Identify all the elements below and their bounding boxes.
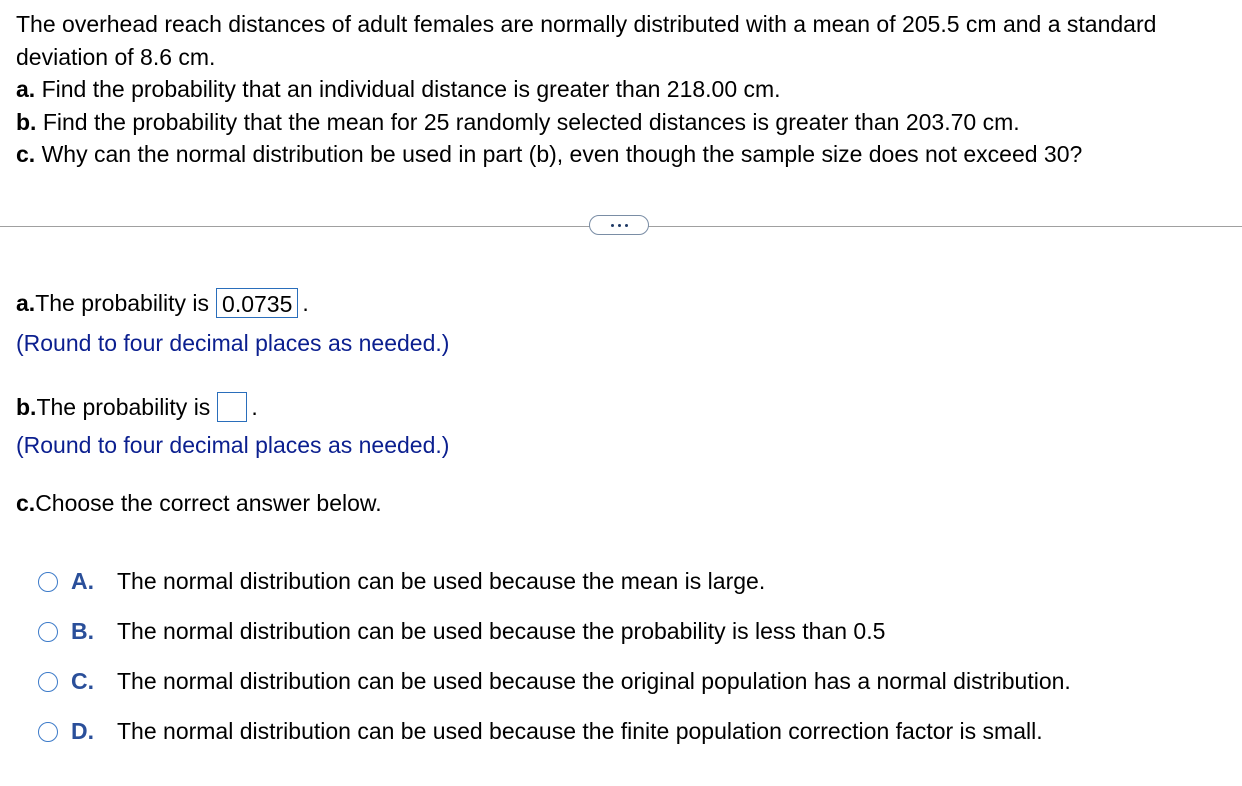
answer-a-input[interactable]: 0.0735 <box>216 288 298 318</box>
option-d-letter: D. <box>71 718 94 744</box>
answer-b-input[interactable] <box>217 392 247 422</box>
question-text <box>16 8 1231 171</box>
answer-b-text: The probability is <box>36 393 211 420</box>
answer-c-text: Choose the correct answer below. <box>35 490 382 516</box>
answer-a: a. The probability is 0.0735 . <box>16 289 309 317</box>
question-part-b <box>16 106 1231 139</box>
more-options-button[interactable] <box>589 215 649 235</box>
answer-c-prompt <box>16 490 382 517</box>
part-a-text: Find the probability that an individual distance is greater than 218.00 cm. <box>35 76 781 102</box>
option-b[interactable] <box>38 618 885 645</box>
ellipsis-dot-icon <box>611 224 614 227</box>
option-a[interactable] <box>38 568 765 595</box>
option-d[interactable] <box>38 718 1043 745</box>
option-c[interactable] <box>38 668 1071 695</box>
option-b-letter: B. <box>71 618 94 644</box>
question-intro: The overhead reach distances of adult females are normally distributed with a mean of 205.5 cm and a standard deviation of 8.6 cm. <box>16 11 1157 70</box>
answer-b-hint: (Round to four decimal places as needed.) <box>16 432 450 458</box>
answer-b-label: b. <box>16 393 37 420</box>
ellipsis-dot-icon <box>625 224 628 227</box>
radio-c[interactable] <box>38 672 58 692</box>
radio-a[interactable] <box>38 572 58 592</box>
radio-d[interactable] <box>38 722 58 742</box>
part-c-text: Why can the normal distribution be used in part (b), even though the sample size does not exceed 30? <box>35 141 1083 167</box>
option-a-text: The normal distribution can be used because the mean is large. <box>117 568 766 594</box>
question-part-a <box>16 73 1231 106</box>
answer-a-text: The probability is <box>35 289 210 316</box>
part-b-label: b. <box>16 108 37 135</box>
option-b-text: The normal distribution can be used because the probability is less than 0.5 <box>117 618 886 644</box>
option-a-letter: A. <box>71 568 94 594</box>
option-d-text: The normal distribution can be used because the finite population correction factor is small. <box>117 718 1043 744</box>
answer-b: b. The probability is . <box>16 392 258 422</box>
ellipsis-dot-icon <box>618 224 621 227</box>
part-a-label: a. <box>16 76 36 102</box>
answer-c-label: c. <box>16 490 36 516</box>
option-c-text: The normal distribution can be used because the original population has a normal distribution. <box>117 668 1071 694</box>
option-c-letter: C. <box>71 668 94 694</box>
radio-b[interactable] <box>38 622 58 642</box>
part-b-text: Find the probability that the mean for 25 randomly selected distances is greater than 203.70 cm. <box>36 108 1020 135</box>
part-c-label: c. <box>16 141 36 167</box>
answer-a-label: a. <box>16 289 36 316</box>
answer-a-hint: (Round to four decimal places as needed.) <box>16 330 450 356</box>
question-part-c <box>16 138 1231 171</box>
